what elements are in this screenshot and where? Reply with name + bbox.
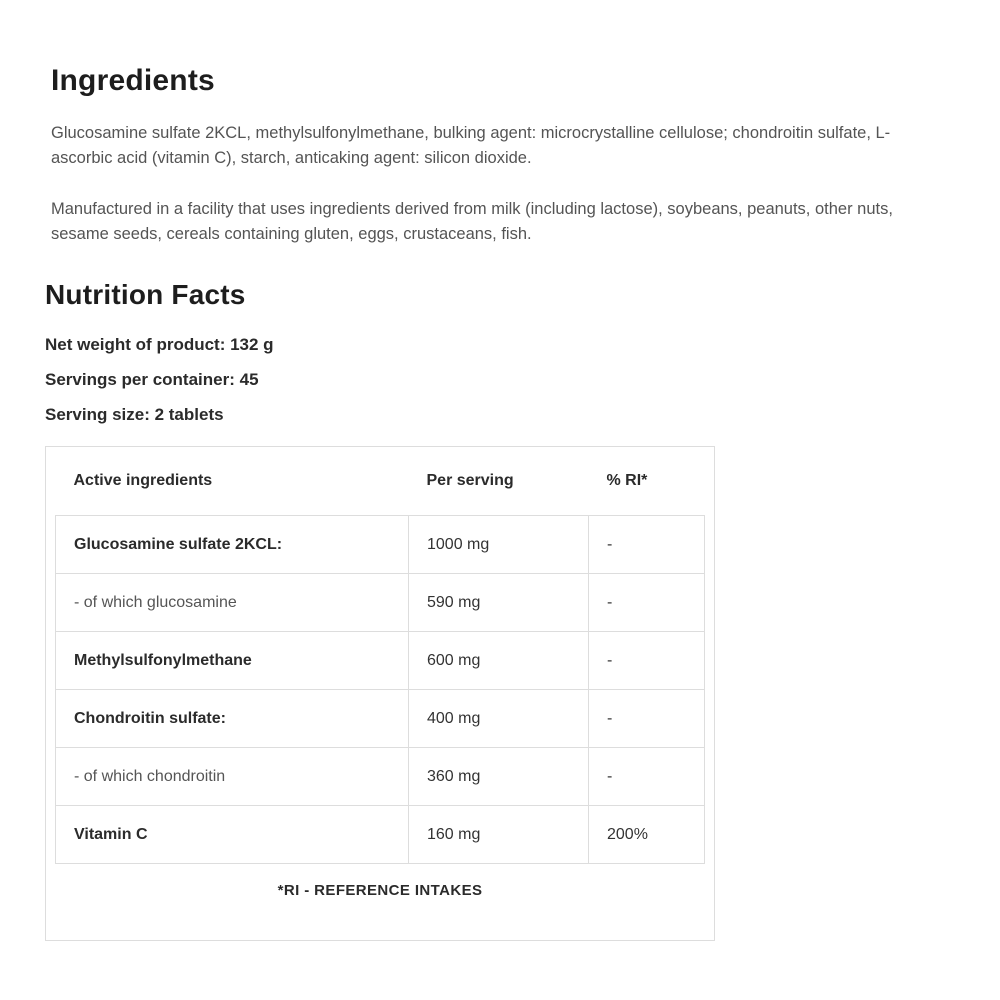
table-row <box>56 690 705 748</box>
nutrition-facts-title: Nutrition Facts <box>45 279 246 310</box>
net-weight-line: Net weight of product: 132 g <box>45 335 274 354</box>
cell-ri: 200% <box>589 806 705 864</box>
header-active-ingredients: Active ingredients <box>73 472 213 489</box>
header-per-serving: Per serving <box>426 472 514 489</box>
cell-ri: - <box>589 516 705 574</box>
cell-ingredient-name: - of which chondroitin <box>56 748 409 806</box>
cell-per-serving: 360 mg <box>409 748 589 806</box>
cell-ingredient-name: Chondroitin sulfate: <box>56 690 409 748</box>
cell-ri: - <box>589 690 705 748</box>
nutrition-table-card <box>45 446 715 941</box>
table-footnote: *RI - REFERENCE INTAKES <box>277 882 483 899</box>
cell-ingredient-name: - of which glucosamine <box>56 574 409 632</box>
ingredients-title: Ingredients <box>51 64 215 97</box>
cell-per-serving: 600 mg <box>409 632 589 690</box>
nutrition-facts-section <box>0 273 1000 941</box>
serving-size-line: Serving size: 2 tablets <box>45 405 224 424</box>
cell-ingredient-name: Methylsulfonylmethane <box>56 632 409 690</box>
cell-ri: - <box>589 574 705 632</box>
table-row <box>56 574 705 632</box>
cell-per-serving: 160 mg <box>409 806 589 864</box>
servings-per-container-line: Servings per container: 45 <box>45 370 259 389</box>
active-ingredients-table <box>55 515 705 864</box>
table-row <box>56 516 705 574</box>
table-row <box>56 632 705 690</box>
cell-per-serving: 1000 mg <box>409 516 589 574</box>
cell-ingredient-name: Glucosamine sulfate 2KCL: <box>56 516 409 574</box>
ingredients-paragraph: Glucosamine sulfate 2KCL, methylsulfonylmethane, bulking agent: microcrystalline cellulose; chondroitin sulfate, L-ascorbic acid (vitamin C), starch, anticaking agent: silicon dioxide. <box>51 124 891 167</box>
table-row <box>56 748 705 806</box>
table-row <box>56 806 705 864</box>
table-header-row <box>56 447 705 515</box>
cell-ingredient-name: Vitamin C <box>56 806 409 864</box>
cell-ri: - <box>589 632 705 690</box>
cell-ri: - <box>589 748 705 806</box>
header-ri: % RI* <box>606 472 648 489</box>
allergen-paragraph: Manufactured in a facility that uses ingredients derived from milk (including lactose), soybeans, peanuts, other nuts, sesame seeds, cereals containing gluten, eggs, crustaceans, fish. <box>51 200 893 243</box>
ingredients-section <box>0 0 1000 247</box>
cell-per-serving: 400 mg <box>409 690 589 748</box>
cell-per-serving: 590 mg <box>409 574 589 632</box>
